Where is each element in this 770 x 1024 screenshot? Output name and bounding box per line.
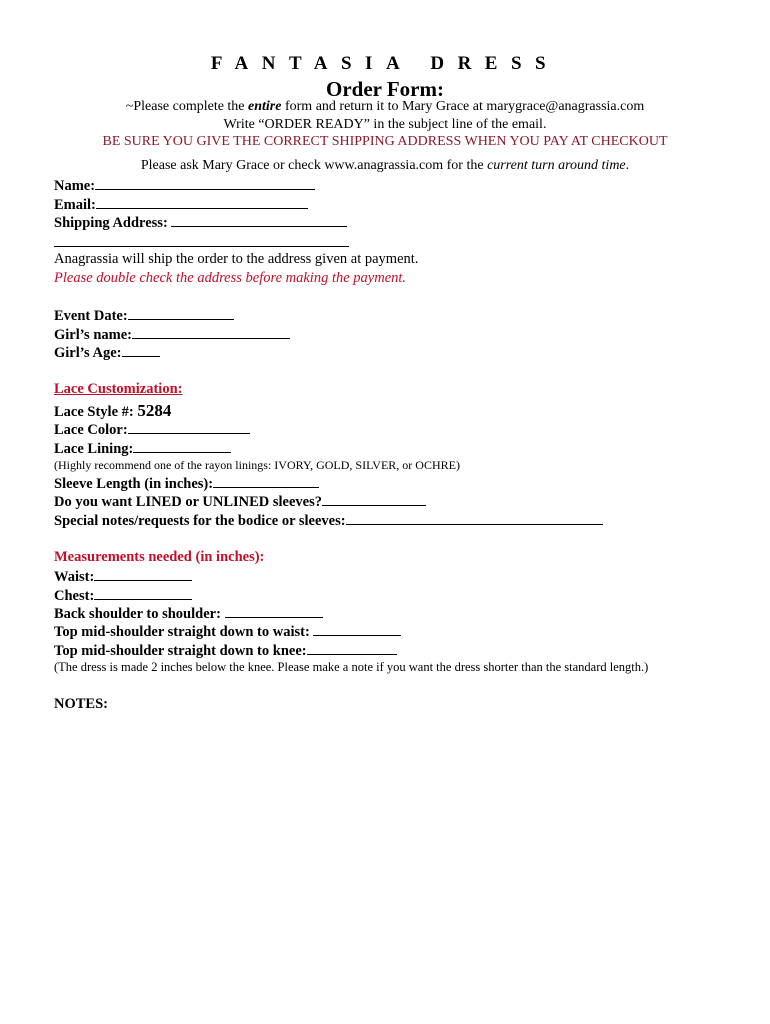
sleeves-lined-blank[interactable] — [322, 493, 426, 506]
sleeve-length-blank[interactable] — [213, 475, 319, 488]
special-notes-field[interactable]: Special notes/requests for the bodice or sleeves: — [54, 512, 603, 530]
top-to-knee-blank[interactable] — [307, 642, 397, 655]
lace-style-value: 5284 — [137, 401, 172, 420]
lace-lining-blank[interactable] — [133, 440, 231, 453]
lining-note: (Highly recommend one of the rayon linings: IVORY, GOLD, SILVER, or OCHRE) — [54, 458, 460, 472]
back-shoulder-blank[interactable] — [225, 605, 323, 618]
length-note: (The dress is made 2 inches below the knee. Please make a note if you want the dress shorter than the standard length.) — [54, 660, 649, 674]
event-date-blank[interactable] — [128, 307, 234, 320]
measurements-heading: Measurements needed (in inches): — [54, 549, 265, 565]
email-field[interactable]: Email: — [54, 196, 308, 214]
lace-color-field[interactable]: Lace Color: — [54, 421, 250, 439]
chest-blank[interactable] — [94, 587, 192, 600]
waist-field[interactable]: Waist: — [54, 568, 192, 586]
event-date-field[interactable]: Event Date: — [54, 307, 234, 325]
back-shoulder-field[interactable]: Back shoulder to shoulder: — [54, 605, 323, 623]
notes-area[interactable] — [54, 716, 714, 1006]
lace-style-field: Lace Style #: 5284 — [54, 401, 172, 420]
instruction-line-4: Please ask Mary Grace or check www.anagrassia.com for the current turn around time. — [140, 158, 630, 173]
shipping-address-line-2[interactable] — [54, 246, 349, 247]
chest-field[interactable]: Chest: — [54, 587, 192, 605]
top-to-knee-field[interactable]: Top mid-shoulder straight down to knee: — [54, 642, 397, 660]
top-to-waist-blank[interactable] — [313, 623, 401, 636]
shipping-address-blank[interactable] — [171, 214, 347, 227]
name-field[interactable]: Name: — [54, 177, 315, 195]
notes-label: NOTES: — [54, 696, 108, 712]
ship-note: Anagrassia will ship the order to the address given at payment. — [54, 251, 419, 267]
instruction-line-2: Write “ORDER READY” in the subject line of the email. — [223, 117, 547, 132]
name-blank[interactable] — [95, 177, 315, 190]
shipping-address-field[interactable]: Shipping Address: — [54, 214, 347, 232]
waist-blank[interactable] — [94, 568, 192, 581]
instruction-line-1: ~Please complete the entire form and return it to Mary Grace at marygrace@anagrassia.com — [125, 99, 645, 114]
top-to-waist-field[interactable]: Top mid-shoulder straight down to waist: — [54, 623, 401, 641]
girl-name-blank[interactable] — [132, 326, 290, 339]
lace-customization-heading: Lace Customization: — [54, 381, 183, 397]
document-title: FANTASIA DRESS — [210, 53, 560, 74]
girl-name-field[interactable]: Girl’s name: — [54, 326, 290, 344]
special-notes-blank[interactable] — [346, 512, 603, 525]
ship-warning: Please double check the address before making the payment. — [54, 270, 407, 286]
sleeve-length-field[interactable]: Sleeve Length (in inches): — [54, 475, 319, 493]
girl-age-blank[interactable] — [122, 344, 160, 357]
sleeves-lined-field[interactable]: Do you want LINED or UNLINED sleeves? — [54, 493, 426, 511]
girl-age-field[interactable]: Girl’s Age: — [54, 344, 160, 362]
shipping-warning-banner: BE SURE YOU GIVE THE CORRECT SHIPPING ADDRESS WHEN YOU PAY AT CHECKOUT — [102, 134, 668, 149]
form-subtitle: Order Form: — [326, 77, 444, 101]
lace-color-blank[interactable] — [128, 421, 250, 434]
email-blank[interactable] — [96, 196, 308, 209]
lace-lining-field[interactable]: Lace Lining: — [54, 440, 231, 458]
